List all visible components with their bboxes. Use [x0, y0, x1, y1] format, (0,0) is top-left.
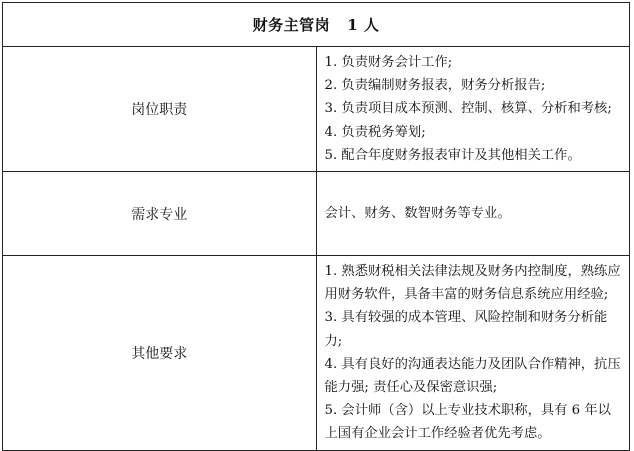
- position-title: 财务主管岗 1 人: [3, 3, 630, 47]
- job-description-table: [2, 2, 630, 451]
- list-item: 1. 负责财务会计工作;: [324, 55, 453, 70]
- duties-content: [316, 47, 630, 172]
- table-row: [3, 47, 630, 172]
- list-item: 3. 负责项目成本预测、控制、核算、分析和考核;: [324, 101, 612, 117]
- row-label-duties: 岗位职责: [3, 47, 317, 172]
- table-row: [3, 256, 630, 451]
- list-item: 会计、财务、数智财务等专业。: [324, 205, 511, 221]
- other-requirements-content: [316, 256, 630, 451]
- title-row: [3, 3, 630, 47]
- row-label-other: 其他要求: [3, 256, 317, 451]
- list-item: 3. 具有较强的成本管理、风险控制和财务分析能力;: [324, 310, 608, 349]
- list-item: 4. 负责税务筹划;: [324, 124, 426, 140]
- row-label-major: 需求专业: [3, 172, 317, 256]
- job-posting-sheet: [2, 2, 630, 442]
- list-item: 1. 熟悉财税相关法律法规及财务内控制度，熟练应用财务软件，具备丰富的财务信息系统应用经验;: [324, 264, 621, 303]
- list-item: 2. 负责编制财务报表，财务分析报告;: [324, 78, 546, 94]
- major-content: [316, 172, 630, 256]
- list-item: 5. 配合年度财务报表审计及其他相关工作。: [324, 147, 581, 163]
- table-row: [3, 172, 630, 256]
- list-item: 4. 具有良好的沟通表达能力及团队合作精神，抗压能力强; 责任心及保密意识强;: [324, 356, 621, 396]
- list-item: 5. 会计师（含）以上专业技术职称，具有 6 年以上国有企业会计工作经验者优先考虑。: [324, 403, 611, 442]
